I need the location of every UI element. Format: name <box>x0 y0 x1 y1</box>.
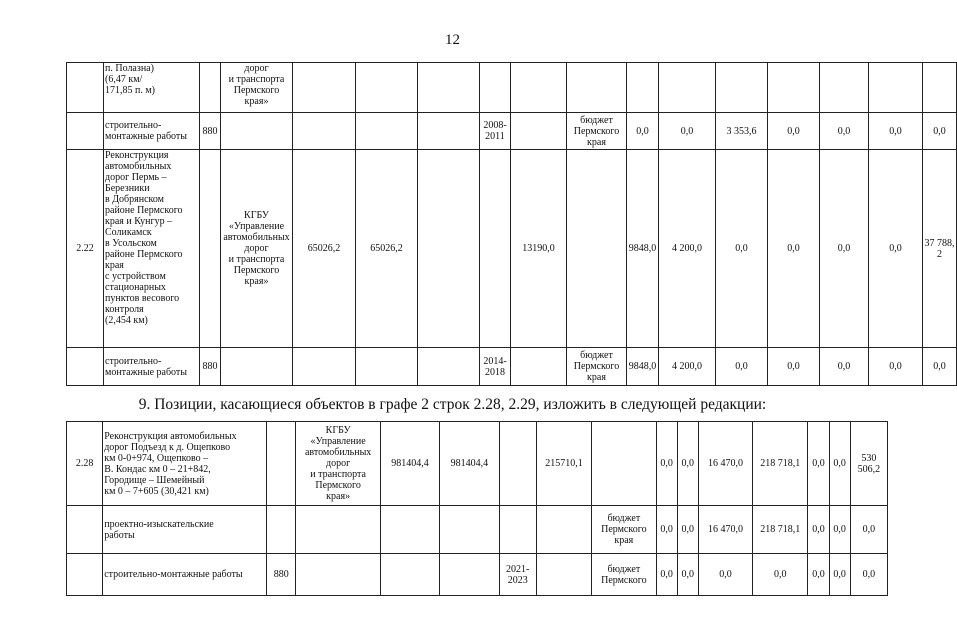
value-cell: 0,0 <box>656 506 677 554</box>
cost-cell: 215710,1 <box>536 422 591 506</box>
section-heading: 9. Позиции, касающиеся объектов в графе 2 строк 2.28, 2.29, изложить в следующей редакции: <box>138 396 767 413</box>
cost-cell <box>380 506 439 554</box>
code-cell <box>200 150 221 348</box>
value-cell <box>716 63 768 113</box>
value-cell: 0,0 <box>677 506 698 554</box>
budget-table-continued <box>66 62 957 386</box>
table-row <box>67 63 957 113</box>
object-name: строительно- монтажные работы <box>104 348 200 386</box>
table-row <box>67 113 957 150</box>
object-name: Реконструкция автомобильных дорог Подъезд к д. Ощепково км 0-0+974, Ощепково – В. Кондас км 0 – 21+842, Городище – Шемейный км 0 – 7+605 (30,421 км) <box>103 422 267 506</box>
row-number <box>67 113 104 150</box>
object-name: п. Полазна) (6,47 км/ 171,85 п. м) <box>104 63 200 113</box>
object-name: строительно- монтажные работы <box>104 113 200 150</box>
value-cell: 16 470,0 <box>698 506 752 554</box>
value-cell: 0,0 <box>627 113 659 150</box>
cost-cell: 981404,4 <box>440 422 499 506</box>
source-cell: бюджет Пермского <box>592 554 656 596</box>
code-cell <box>267 506 296 554</box>
cost-cell <box>356 63 418 113</box>
value-cell <box>659 63 716 113</box>
cost-cell <box>380 554 439 596</box>
code-cell: 880 <box>267 554 296 596</box>
cost-cell: 65026,2 <box>356 150 418 348</box>
value-cell: 0,0 <box>768 150 820 348</box>
cost-cell: 13190,0 <box>511 150 567 348</box>
value-cell: 0,0 <box>923 113 957 150</box>
years-cell: 2021- 2023 <box>499 554 536 596</box>
value-cell: 0,0 <box>820 348 869 386</box>
value-cell: 0,0 <box>820 113 869 150</box>
cost-cell <box>536 554 591 596</box>
table-row <box>67 348 957 386</box>
value-cell: 0,0 <box>808 422 829 506</box>
cost-cell <box>293 63 356 113</box>
row-number <box>67 63 104 113</box>
value-cell: 0,0 <box>923 348 957 386</box>
cost-cell <box>511 113 567 150</box>
value-cell: 0,0 <box>659 113 716 150</box>
cost-cell <box>440 554 499 596</box>
cost-cell <box>418 63 480 113</box>
value-cell: 9848,0 <box>627 150 659 348</box>
cost-cell <box>418 150 480 348</box>
row-number: 2.28 <box>67 422 103 506</box>
code-cell: 880 <box>200 113 221 150</box>
value-cell: 0,0 <box>869 150 923 348</box>
source-cell <box>567 150 627 348</box>
cost-cell <box>536 506 591 554</box>
budget-table-amended <box>66 421 888 596</box>
cost-cell: 65026,2 <box>293 150 356 348</box>
value-cell: 0,0 <box>698 554 752 596</box>
value-cell: 9848,0 <box>627 348 659 386</box>
cost-cell <box>356 348 418 386</box>
customer-cell <box>296 554 381 596</box>
customer-cell: КГБУ «Управление автомобильных дорог и транспорта Пермского края» <box>296 422 381 506</box>
value-cell <box>923 63 957 113</box>
value-cell: 0,0 <box>753 554 808 596</box>
value-cell: 0,0 <box>677 554 698 596</box>
value-cell <box>627 63 659 113</box>
value-cell: 0,0 <box>850 506 887 554</box>
value-cell: 0,0 <box>869 113 923 150</box>
cost-cell <box>440 506 499 554</box>
source-cell <box>592 422 656 506</box>
value-cell: 0,0 <box>716 348 768 386</box>
years-cell: 2014- 2018 <box>480 348 511 386</box>
source-cell: бюджет Пермского края <box>567 348 627 386</box>
value-cell: 16 470,0 <box>698 422 752 506</box>
table-row <box>67 506 888 554</box>
value-cell: 0,0 <box>808 554 829 596</box>
row-number <box>67 554 103 596</box>
value-cell: 0,0 <box>869 348 923 386</box>
source-cell: бюджет Пермского края <box>567 113 627 150</box>
value-cell <box>820 63 869 113</box>
customer-cell <box>221 113 293 150</box>
value-cell: 0,0 <box>716 150 768 348</box>
source-cell <box>567 63 627 113</box>
years-cell <box>480 63 511 113</box>
value-cell: 3 353,6 <box>716 113 768 150</box>
row-number <box>67 348 104 386</box>
cost-cell <box>356 113 418 150</box>
value-cell: 0,0 <box>677 422 698 506</box>
years-cell <box>499 422 536 506</box>
object-name: Реконструкция автомобильных дорог Пермь – Березники в Добрянском районе Пермского края и Кунгур – Соликамск в Усольском районе Пермского края с устройством стационарных пунктов весового контроля (2,454 км) <box>104 150 200 348</box>
customer-cell <box>221 348 293 386</box>
cost-cell <box>293 348 356 386</box>
value-cell: 0,0 <box>829 506 850 554</box>
cost-cell <box>418 348 480 386</box>
customer-cell <box>296 506 381 554</box>
value-cell <box>768 63 820 113</box>
years-cell <box>480 150 511 348</box>
value-cell: 0,0 <box>768 348 820 386</box>
cost-cell: 981404,4 <box>380 422 439 506</box>
customer-cell: дорог и транспорта Пермского края» <box>221 63 293 113</box>
source-cell: бюджет Пермского края <box>592 506 656 554</box>
code-cell: 880 <box>200 348 221 386</box>
value-cell: 0,0 <box>829 422 850 506</box>
customer-cell: КГБУ «Управление автомобильных дорог и транспорта Пермского края» <box>221 150 293 348</box>
code-cell <box>267 422 296 506</box>
code-cell <box>200 63 221 113</box>
page-number: 12 <box>445 32 460 48</box>
value-cell: 37 788, 2 <box>923 150 957 348</box>
table-row <box>67 150 957 348</box>
cost-cell <box>511 63 567 113</box>
value-cell: 0,0 <box>820 150 869 348</box>
row-number <box>67 506 103 554</box>
value-cell: 0,0 <box>808 506 829 554</box>
value-cell <box>869 63 923 113</box>
value-cell: 0,0 <box>656 554 677 596</box>
value-cell: 4 200,0 <box>659 150 716 348</box>
object-name: строительно-монтажные работы <box>103 554 267 596</box>
cost-cell <box>293 113 356 150</box>
value-cell: 218 718,1 <box>753 506 808 554</box>
object-name: проектно-изыскательские работы <box>103 506 267 554</box>
value-cell: 0,0 <box>768 113 820 150</box>
table-row <box>67 554 888 596</box>
years-cell <box>499 506 536 554</box>
value-cell: 530 506,2 <box>850 422 887 506</box>
row-number: 2.22 <box>67 150 104 348</box>
value-cell: 0,0 <box>829 554 850 596</box>
value-cell: 4 200,0 <box>659 348 716 386</box>
years-cell: 2008- 2011 <box>480 113 511 150</box>
cost-cell <box>418 113 480 150</box>
table-row <box>67 422 888 506</box>
value-cell: 0,0 <box>850 554 887 596</box>
value-cell: 0,0 <box>656 422 677 506</box>
value-cell: 218 718,1 <box>753 422 808 506</box>
cost-cell <box>511 348 567 386</box>
